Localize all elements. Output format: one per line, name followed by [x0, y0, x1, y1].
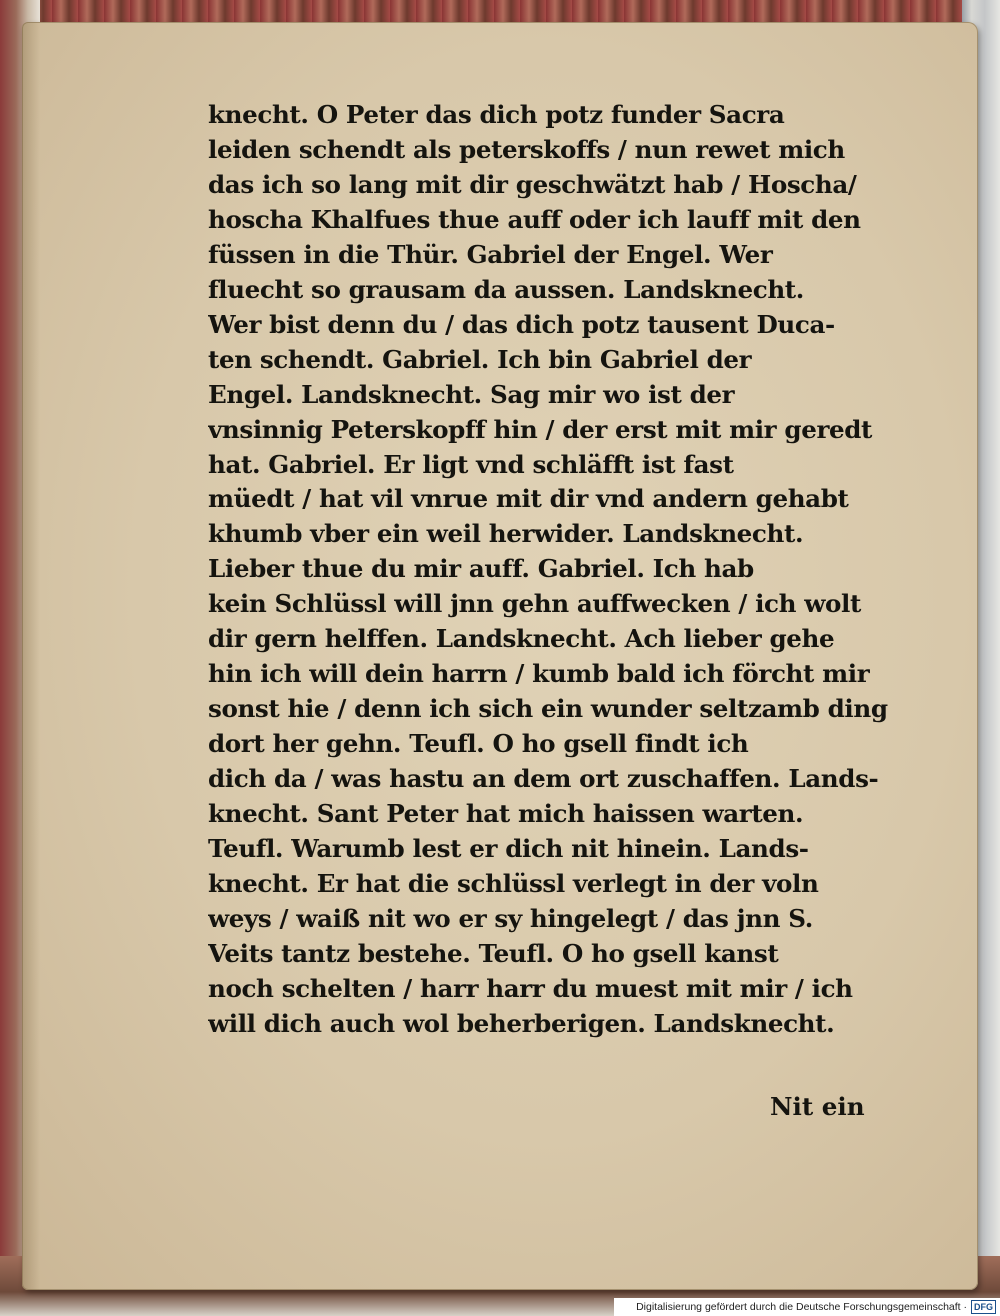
catchword: Nit ein — [770, 1092, 865, 1121]
text-line: vnsinnig Peterskopff hin / der erst mit mir geredt — [208, 414, 873, 444]
text-line: dich da / was hastu an dem ort zuschaffen. Lands- — [208, 764, 879, 794]
text-line: knecht. O Peter das dich potz funder Sacra — [208, 100, 785, 129]
text-line: khumb vber ein weil herwider. Landsknecht. — [208, 519, 804, 549]
ink-bleed-through — [360, 1094, 390, 1116]
footer-credit — [614, 1298, 1000, 1316]
text-line: Lieber thue du mir auff. Gabriel. Ich hab — [208, 554, 754, 584]
text-line: das ich so lang mit dir geschwätzt hab / Hoscha/ — [208, 169, 857, 199]
text-line: weys / waiß nit wo er sy hingelegt / das jnn S. — [208, 903, 813, 933]
text-line: dort her gehn. Teufl. O ho gsell findt ich — [208, 729, 749, 759]
text-line: hat. Gabriel. Er ligt vnd schläfft ist fast — [208, 449, 734, 479]
ink-bleed-through — [212, 1092, 272, 1114]
text-line: Teufl. Warumb lest er dich nit hinein. Lands- — [208, 834, 809, 864]
text-line: sonst hie / denn ich sich ein wunder seltzamb ding — [208, 694, 888, 724]
text-line: knecht. Sant Peter hat mich haissen warten. — [208, 799, 804, 829]
text-line: knecht. Er hat die schlüssl verlegt in der voln — [208, 868, 819, 898]
text-line: hin ich will dein harrn / kumb bald ich förcht mir — [208, 659, 870, 689]
text-line: hoscha Khalfues thue auff oder ich lauff mit den — [208, 204, 861, 234]
footer-text: Digitalisierung gefördert durch die Deutsche Forschungsgemeinschaft · — [636, 1301, 967, 1313]
text-line: kein Schlüssl will jnn gehn auffwecken / ich wolt — [208, 589, 861, 619]
page-gutter-shadow — [22, 22, 40, 1290]
text-line: fluecht so grausam da aussen. Landsknecht. — [208, 274, 804, 304]
dfg-logo: DFG — [971, 1300, 996, 1314]
backdrop-top — [0, 0, 1000, 22]
text-line: ten schendt. Gabriel. Ich bin Gabriel der — [208, 344, 752, 374]
text-line: noch schelten / harr harr du muest mit mir / ich — [208, 973, 853, 1003]
text-line: Wer bist denn du / das dich potz tausent Duca- — [208, 309, 835, 339]
text-line: Engel. Landsknecht. Sag mir wo ist der — [208, 379, 735, 409]
text-line: füssen in die Thür. Gabriel der Engel. Wer — [208, 239, 773, 269]
text-line: leiden schendt als peterskoffs / nun rewet mich — [208, 134, 845, 164]
page-text — [208, 98, 898, 1042]
text-line: müedt / hat vil vnrue mit dir vnd andern gehabt — [208, 484, 849, 514]
text-line: dir gern helffen. Landsknecht. Ach lieber gehe — [208, 624, 835, 654]
text-line: Veits tantz bestehe. Teufl. O ho gsell kanst — [208, 938, 779, 968]
text-line: will dich auch wol beherberigen. Landsknecht. — [208, 1008, 835, 1038]
